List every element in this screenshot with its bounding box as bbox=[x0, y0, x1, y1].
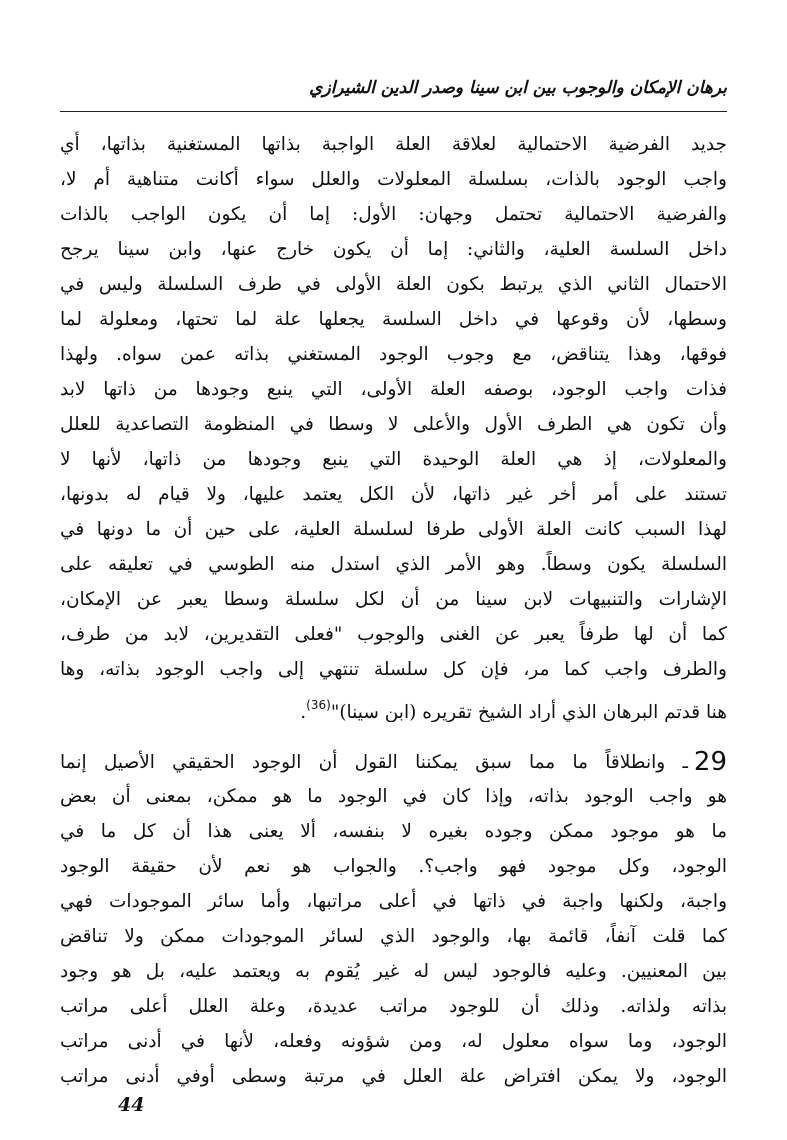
paragraph-line: فذات واجب الوجود، بوصفه العلة الأولى، التي ينبع وجودها من ذاتها لابد bbox=[60, 379, 727, 400]
paragraph-line: الوجود، وكل موجود فهو واجب؟. والجواب هو نعم لأن حقيقة الوجود bbox=[60, 856, 727, 877]
paragraph-line: جديد الفرضية الاحتمالية لعلاقة العلة الواجبة بذاتها المستغنية بذاتها، أي bbox=[60, 134, 727, 155]
paragraph-line: كما قلت آنفاً، قائمة بها، والوجود الذي لسائر الموجودات ممكن ولا تناقض bbox=[60, 926, 727, 947]
paragraph-line: لهذا السبب كانت العلة الأولى طرفا لسلسلة العلية، على حين أن ما دونها في bbox=[60, 519, 727, 540]
paragraph-line: فوقها، وهذا يتناقض، مع وجوب الوجود المستغني بذاته عمن سواه. ولهذا bbox=[60, 344, 727, 365]
page-number: 44 bbox=[118, 1094, 145, 1116]
paragraph-line: الوجود، ولا يمكن افتراض علة العلل في مرتبة وسطى أوفي أدنى مراتب bbox=[60, 1066, 727, 1087]
paragraph-line: واجب الوجود بالذات، بسلسلة المعلولات والعلل سواء أكانت متناهية أم لا، bbox=[60, 169, 727, 190]
paragraph-line: الاحتمال الثاني الذي يرتبط بكون العلة الأولى في طرف السلسلة وليس في bbox=[60, 274, 727, 295]
paragraph-line: واجبة، ولكنها واجبة في ذاتها في أعلى مراتبها، وأما سائر الموجودات فهي bbox=[60, 891, 727, 912]
paragraph-line: والفرضية الاحتمالية تحتمل وجهان: الأول: إما أن يكون الواجب بالذات bbox=[60, 204, 727, 225]
paragraph-line: ما هو موجود ممكن وجوده بغيره لا بنفسه، ألا يعنى هذا أن كل ما في bbox=[60, 821, 727, 842]
paragraph-line: تستند على أمر أخر غير ذاتها، لأن الكل يعتمد عليها، ولا قيام له بدونها، bbox=[60, 484, 727, 505]
paragraph-line: السلسلة يكون وسطاً. وهو الأمر الذي استدل منه الطوسي في تعليقه على bbox=[60, 554, 727, 575]
paragraph-line: وسطها، لأن وقوعها في داخل السلسة يجعلها علة لما تحتها، ومعلولة لما bbox=[60, 309, 727, 330]
paragraph-line: والطرف واجب كما مر، فإن كل سلسلة تنتهي إلى واجب الوجود بذاته، وها bbox=[60, 659, 727, 680]
paragraph-line: والمعلولات، إذ هي العلة الوحيدة التي ينبع وجودها من ذاتها، لأنها لا bbox=[60, 449, 727, 470]
paragraph-line: الوجود، وما سواه معلول له، ومن شؤونه وفعله، لأنها في أدنى مراتب bbox=[60, 1031, 727, 1052]
paragraph-line: الإشارات والتنبيهات لابن سينا من أن لكل سلسلة وسطا يعبر عن الإمكان، bbox=[60, 589, 727, 610]
paragraph-line: هو واجب الوجود بذاته، وإذا كان في الوجود ما هو ممكن، بمعنى أن بعض bbox=[60, 786, 727, 807]
paragraph-number: 29 bbox=[693, 747, 727, 777]
paragraph-line: كما أن لها طرفاً يعبر عن الغنى والوجوب "فعلى التقديرين، لابد من طرف، bbox=[60, 624, 727, 645]
header-divider bbox=[60, 111, 727, 112]
paragraph-line: وأن تكون هي الطرف الأول والأعلى لا وسطا في المنظومة التصاعدية للعلل bbox=[60, 414, 727, 435]
numbered-paragraph-first-line bbox=[60, 745, 727, 779]
paragraph-first-line-text: ـ وانطلاقاً ما مما سبق يمكننا القول أن الوجود الحقيقي الأصيل إنما bbox=[60, 752, 688, 773]
last-line-end: . bbox=[300, 702, 307, 722]
paragraph-line: داخل السلسة العلية، والثاني: إما أن يكون خارج عنها، وابن سينا يرجح bbox=[60, 239, 727, 260]
paragraph-line: بذاته ولذاته. وذلك أن للوجود مراتب عديدة، وعلة العلل أعلى مراتب bbox=[60, 996, 727, 1017]
paragraph-last-line bbox=[60, 688, 727, 722]
paragraph-line: بين المعنيين. وعليه فالوجود ليس له غير يُقوم به ويعتمد عليه، بل هو وجود bbox=[60, 961, 727, 982]
last-line-text: هنا قدتم البرهان الذي أراد الشيخ تقريره (ابن سينا)" bbox=[330, 702, 727, 722]
running-header-title: برهان الإمكان والوجوب بين ابن سينا وصدر الدين الشيرازي bbox=[309, 78, 727, 98]
footnote-reference: (36) bbox=[306, 698, 331, 712]
